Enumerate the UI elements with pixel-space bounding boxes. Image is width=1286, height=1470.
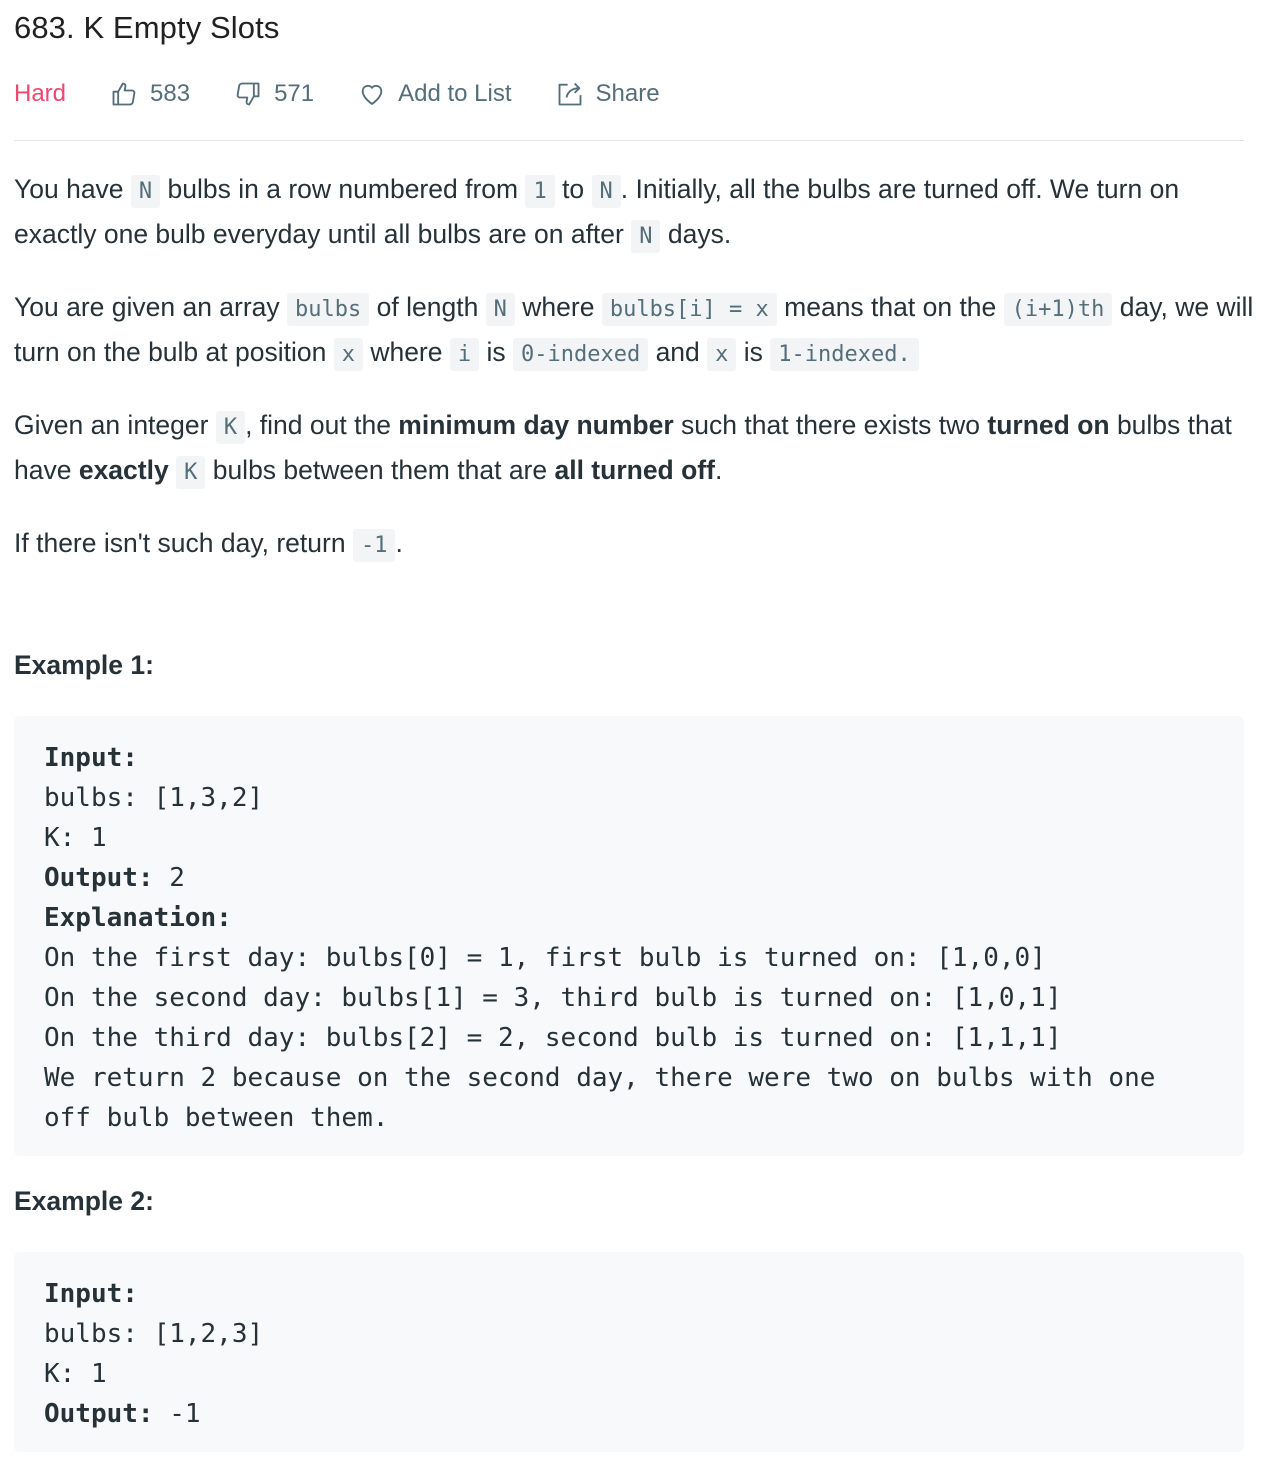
code-text: We return 2 because on the second day, there were two on bulbs with one: [44, 1063, 1156, 1093]
code-line: [44, 1354, 1214, 1394]
text-span: bulbs that have: [14, 410, 1232, 485]
description-paragraph-3: [14, 404, 1254, 494]
text-span: , find out the: [245, 410, 399, 440]
share-button[interactable]: [556, 80, 660, 108]
inline-code: -1: [353, 529, 396, 562]
text-span: where: [362, 337, 450, 367]
bold-text: all turned off: [554, 455, 715, 485]
bold-text: turned on: [987, 410, 1110, 440]
code-line: [44, 1018, 1214, 1058]
code-line: [44, 778, 1214, 818]
text-span: [169, 455, 176, 485]
bold-text: minimum day number: [398, 410, 674, 440]
code-label: Output:: [44, 863, 154, 893]
code-text: -1: [153, 1399, 201, 1429]
code-line: [44, 1058, 1214, 1098]
code-text: 2: [153, 863, 185, 893]
inline-code: bulbs: [287, 293, 369, 326]
inline-code: N: [131, 175, 160, 208]
like-count: 583: [150, 80, 191, 107]
text-span: such that there exists two: [673, 410, 988, 440]
bold-text: exactly: [78, 455, 169, 485]
dislike-button[interactable]: [234, 80, 314, 108]
thumbs-up-icon: [110, 80, 138, 108]
code-text: bulbs: [1,3,2]: [44, 783, 264, 813]
code-line: [44, 1098, 1214, 1138]
code-text: On the second day: bulbs[1] = 3, third bulb is turned on: [1,0,1]: [44, 983, 1062, 1013]
code-text: K: 1: [44, 823, 107, 853]
code-line: [44, 1394, 1214, 1434]
code-line: [44, 1274, 1214, 1314]
example-1-heading: Example 1:: [14, 650, 154, 680]
inline-code: 1: [525, 175, 554, 208]
code-label: Explanation:: [44, 903, 232, 933]
inline-code: 1-indexed.: [770, 338, 918, 371]
code-line: [44, 858, 1214, 898]
text-span: means that on the: [776, 292, 1004, 322]
text-span: bulbs in a row numbered from: [160, 174, 526, 204]
code-line: [44, 1314, 1214, 1354]
add-to-list-button[interactable]: [358, 80, 511, 108]
example-2-lines: [44, 1274, 1214, 1434]
text-span: day, we will turn on the bulb at position: [14, 292, 1254, 367]
thumbs-down-icon: [234, 80, 262, 108]
code-line: [44, 978, 1214, 1018]
code-text: bulbs: [1,2,3]: [44, 1319, 264, 1349]
text-span: If there isn't such day, return: [14, 528, 353, 558]
add-to-list-label: Add to List: [398, 80, 512, 107]
example-1-lines: [44, 738, 1214, 1138]
text-span: . Initially, all the bulbs are turned off. We turn on exactly one bulb everyday until all bulbs are on after: [14, 174, 1180, 249]
inline-code: bulbs[i] = x: [602, 293, 777, 326]
code-text: On the first day: bulbs[0] = 1, first bulb is turned on: [1,0,0]: [44, 943, 1046, 973]
code-label: Output:: [44, 1399, 154, 1429]
code-line: [44, 938, 1214, 978]
difficulty-badge: Hard: [14, 80, 67, 107]
inline-code: K: [216, 411, 245, 444]
text-span: of length: [369, 292, 486, 322]
example-2-code-block: [14, 1252, 1244, 1452]
code-label: Input:: [44, 1279, 138, 1309]
text-span: You are given an array: [14, 292, 288, 322]
description-paragraph-4: [14, 522, 1254, 567]
text-span: where: [514, 292, 602, 322]
like-button[interactable]: [110, 80, 190, 108]
code-line: [44, 818, 1214, 858]
inline-code: N: [486, 293, 515, 326]
dislike-count: 571: [274, 80, 315, 107]
inline-code: K: [176, 456, 205, 489]
header-divider: [14, 140, 1244, 141]
code-text: On the third day: bulbs[2] = 2, second bulb is turned on: [1,1,1]: [44, 1023, 1062, 1053]
description-paragraph-1: [14, 168, 1254, 258]
inline-code: x: [707, 338, 736, 371]
code-text: off bulb between them.: [44, 1103, 389, 1133]
problem-description: [14, 168, 1254, 595]
text-span: .: [395, 528, 403, 558]
share-label: Share: [595, 80, 660, 107]
inline-code: x: [334, 338, 363, 371]
share-icon: [556, 80, 584, 108]
inline-code: (i+1)th: [1004, 293, 1113, 326]
code-label: Input:: [44, 743, 138, 773]
example-1-code-block: [14, 716, 1244, 1156]
text-span: Given an integer: [14, 410, 216, 440]
code-line: [44, 898, 1214, 938]
code-line: [44, 738, 1214, 778]
problem-meta-bar: [14, 76, 704, 112]
text-span: bulbs between them that are: [205, 455, 555, 485]
inline-code: i: [450, 338, 479, 371]
text-span: days.: [660, 219, 732, 249]
heart-icon: [358, 80, 386, 108]
text-span: to: [554, 174, 592, 204]
code-text: K: 1: [44, 1359, 107, 1389]
text-span: and: [648, 337, 708, 367]
text-span: is: [736, 337, 771, 367]
text-span: .: [714, 455, 723, 485]
inline-code: 0-indexed: [513, 338, 648, 371]
example-2-heading: Example 2:: [14, 1186, 154, 1216]
description-paragraph-2: [14, 286, 1254, 376]
text-span: is: [479, 337, 513, 367]
inline-code: N: [631, 220, 660, 253]
inline-code: N: [592, 175, 621, 208]
problem-title: 683. K Empty Slots: [14, 10, 280, 45]
text-span: You have: [14, 174, 131, 204]
